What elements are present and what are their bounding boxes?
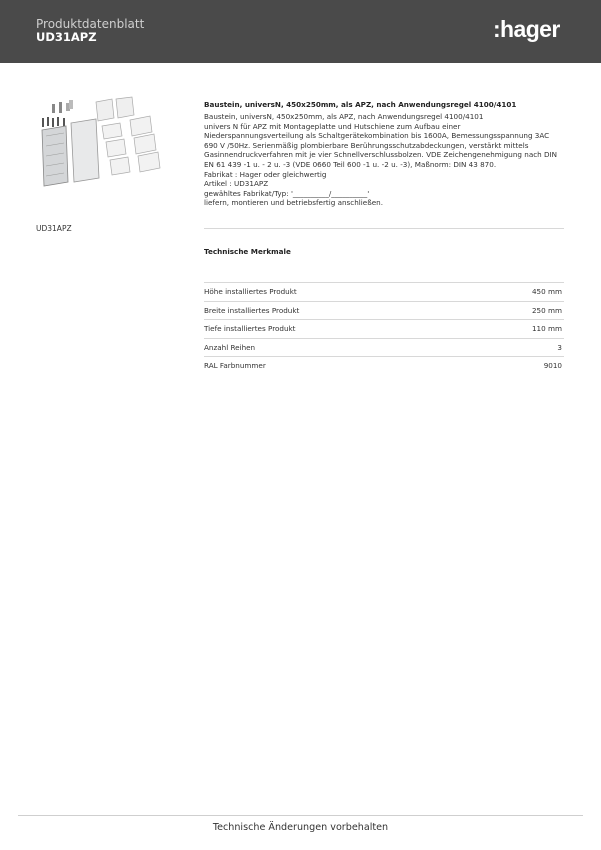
table-row (204, 301, 564, 320)
description-line: univers N für APZ mit Montageplatte und Hutschiene zum Aufbau einer (204, 121, 461, 131)
screw-parts (52, 100, 73, 113)
description-line: liefern, montieren und betriebsfertig anschließen. (204, 198, 383, 208)
description-line: Baustein, universN, 450x250mm, als APZ, nach Anwendungsregel 4100/4101 (204, 112, 484, 121)
mounting-plate (42, 126, 68, 186)
description-line: Fabrikat : Hager oder gleichwertig (204, 169, 327, 179)
description-line: 690 V /50Hz. Serienmäßig plombierbare Berührungsschutzabdeckungen, verstärkt mittels (204, 140, 529, 150)
spec-label: Tiefe installiertes Produkt (204, 324, 296, 333)
spec-value: 250 mm (531, 305, 562, 315)
product-title: Baustein, universN, 450x250mm, als APZ, nach Anwendungsregel 4100/4101 (204, 100, 517, 109)
spec-value: 9010 (543, 361, 562, 370)
footer-disclaimer: Technische Änderungen vorbehalten (212, 822, 389, 833)
table-row (204, 319, 564, 338)
description-line: Artikel : UD31APZ (204, 179, 269, 189)
table-row (204, 356, 564, 375)
top-cover (96, 97, 134, 121)
spec-value: 450 mm (531, 287, 562, 296)
table-row (204, 282, 564, 301)
spec-label: Höhe installiertes Produkt (204, 287, 297, 296)
product-article-code: UD31APZ (36, 224, 72, 233)
description-line: EN 61 439 -1 u. - 2 u. -3 (VDE 0660 Teil 600 -1 u. -2 u. -3), Maßnorm: DIN 43 870. (204, 159, 497, 169)
header-bar (0, 0, 601, 63)
header-article-code: UD31APZ (36, 30, 97, 44)
technical-section-title: Technische Merkmale (204, 247, 291, 256)
spec-label: Anzahl Reihen (204, 342, 256, 352)
description-line: gewähltes Fabrikat/Typ: '__________/__________' (204, 188, 370, 198)
spec-value: 110 mm (531, 324, 562, 333)
section-divider (204, 228, 564, 229)
table-row (204, 338, 564, 357)
product-description (204, 112, 566, 208)
cover-panel (71, 119, 99, 182)
footer-divider (18, 815, 583, 816)
technical-specs-table (204, 282, 564, 375)
hager-logo: :hager (493, 16, 560, 42)
product-image (36, 96, 164, 188)
description-line: Gasinnendruckverfahren mit je vier Schnellverschlussbolzen. VDE Zeichengenehmigung nach DIN (204, 150, 558, 160)
spec-value: 3 (557, 342, 562, 352)
description-line: Niederspannungsverteilung als Schaltgerätekombination bis 1600A, Bemessungsspannung 3AC (204, 131, 550, 141)
spec-label: Breite installiertes Produkt (204, 305, 300, 315)
bolt-parts (42, 117, 65, 127)
document-type: Produktdatenblatt (36, 17, 145, 31)
touch-protection-covers (102, 116, 160, 175)
spec-label: RAL Farbnummer (204, 361, 266, 370)
